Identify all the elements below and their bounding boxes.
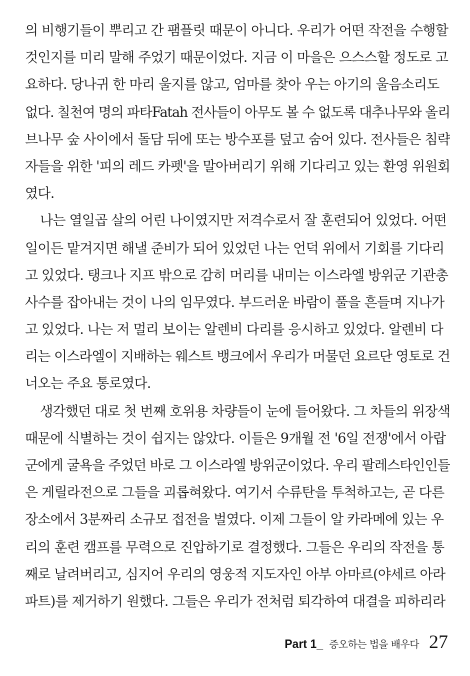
running-footer	[285, 632, 448, 654]
text-line: 일이든 맡겨지면 해낼 준비가 되어 있었던 나는 언덕 위에서 기회를 기다리	[25, 240, 445, 257]
text-line: 리는 이스라엘이 지배하는 웨스트 뱅크에서 우리가 머물던 요르단 영토로 건	[25, 349, 450, 366]
text-line: 고 있었다. 탱크나 지프 밖으로 감히 머리를 내미는 이스라엘 방위군 기관총	[25, 267, 449, 284]
text-line: 군에게 굴욕을 주었던 바로 그 이스라엘 방위군이었다. 우리 팔레스타인인들	[25, 458, 450, 474]
text-line: 때문에 식별하는 것이 쉽지는 않았다. 이들은 9개월 전 '6일 전쟁'에서 아랍	[25, 430, 446, 447]
text-line: 요하다. 당나귀 한 마리 울지를 않고, 엄마를 찾아 우는 아기의 울음소리도	[25, 77, 440, 94]
text-line: 파트)를 제거하기 원했다. 그들은 우리가 전처럼 퇴각하여 대결을 피하리라	[25, 593, 446, 610]
text-line: 였다.	[25, 186, 55, 203]
text-line: 은 게릴라전으로 그들을 괴롭혀왔다. 여기서 수류탄을 투척하고는, 곧 다른	[25, 485, 445, 502]
page-number: 27	[429, 632, 448, 653]
text-line: 사수를 잡아내는 것이 나의 임무였다. 부드러운 바람이 풀을 흔들며 지나가	[25, 294, 445, 311]
paragraph-3	[25, 399, 450, 617]
text-line: 째로 날려버리고, 심지어 우리의 영웅적 지도자인 아부 아마르(야세르 아라	[25, 566, 446, 583]
chapter-title: 증오하는 법을 배우다	[329, 640, 419, 651]
text-line: 브나무 숲 사이에서 돌담 뒤에 또는 방수포를 덮고 숨어 있다. 전사들은 침략	[25, 131, 450, 148]
paragraph-1	[25, 18, 450, 208]
text-line: 의 비행기들이 뿌리고 간 팸플릿 때문이 아니다. 우리가 어떤 작전을 수행할	[25, 23, 449, 39]
text-line: 생각했던 대로 첫 번째 호위용 차량들이 눈에 들어왔다. 그 차들의 위장색	[40, 403, 450, 420]
part-label: Part 1_	[284, 639, 323, 651]
text-line: 없다. 칠천여 명의 파타Fatah 전사들이 아무도 볼 수 없도록 대추나무와 올리	[25, 104, 450, 121]
text-line: 나는 열일곱 살의 어린 나이였지만 저격수로서 잘 훈련되어 있었다. 어떤	[40, 213, 447, 230]
text-line: 리의 훈련 캠프를 무력으로 진압하기로 결정했다. 그들은 우리의 작전을 통	[25, 539, 445, 556]
text-line: 고 있었다. 나는 저 멀리 보이는 알렌비 다리를 응시하고 있었다. 알렌비 다	[25, 322, 444, 339]
text-line: 너오는 주요 통로였다.	[25, 376, 151, 393]
body-text	[25, 18, 450, 616]
paragraph-2	[25, 208, 450, 398]
text-line: 자들을 위한 '피의 레드 카펫'을 말아버리기 위해 기다리고 있는 환영 위원회	[25, 158, 450, 175]
text-line: 것인지를 미리 말해 주었기 때문이었다. 지금 이 마을은 으스스할 정도로 고	[25, 50, 449, 67]
text-line: 장소에서 3분짜리 소규모 접전을 벌였다. 이제 그들이 알 카라메에 있는 우	[25, 512, 444, 529]
